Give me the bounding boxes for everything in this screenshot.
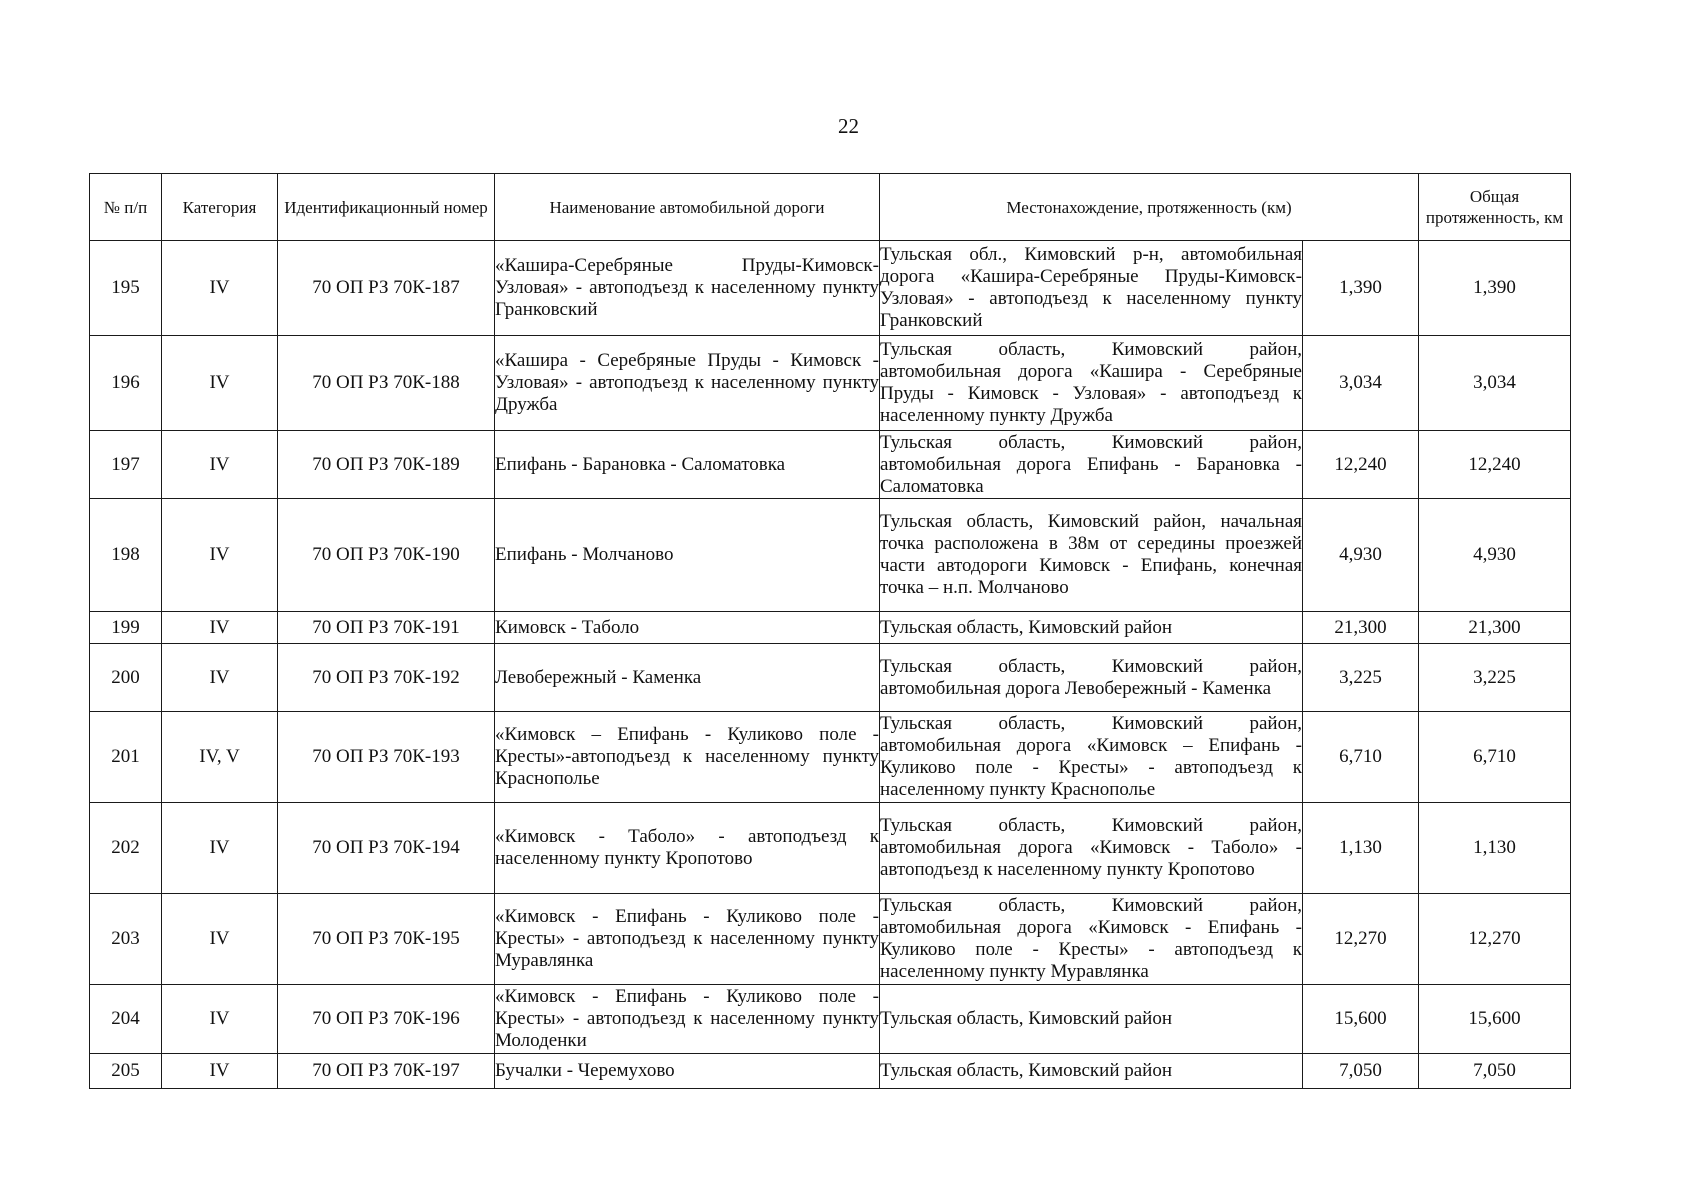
row-num: 198: [90, 499, 162, 612]
row-total: 12,270: [1419, 894, 1571, 985]
row-location: Тульская область, Кимовский район: [880, 612, 1303, 644]
row-total: 6,710: [1419, 712, 1571, 803]
row-location: Тульская обл., Кимовский р-н, автомобильная дорога «Кашира-Серебряные Пруды-Кимовск-Узловая» - автоподъезд к населенному пункту Гранковский: [880, 241, 1303, 336]
table-row: [90, 894, 1571, 985]
row-length: 12,240: [1303, 431, 1419, 499]
row-id: 70 ОП РЗ 70К-196: [278, 985, 495, 1054]
row-total: 12,240: [1419, 431, 1571, 499]
row-id: 70 ОП РЗ 70К-188: [278, 336, 495, 431]
row-category: IV: [162, 1054, 278, 1089]
row-location: Тульская область, Кимовский район, автомобильная дорога Левобережный - Каменка: [880, 644, 1303, 712]
row-category: IV: [162, 499, 278, 612]
row-length: 12,270: [1303, 894, 1419, 985]
row-total: 3,034: [1419, 336, 1571, 431]
row-location: Тульская область, Кимовский район, автомобильная дорога Епифань - Барановка - Саломатовка: [880, 431, 1302, 497]
header-id: Идентификационный номер: [278, 174, 495, 241]
table-row: [90, 241, 1571, 336]
row-num: 205: [90, 1054, 162, 1089]
row-name: «Кимовск – Епифань - Куликово поле - Кресты»-автоподъезд к населенному пункту Краснополье: [495, 712, 880, 803]
row-num: 204: [90, 985, 162, 1054]
row-category: IV: [162, 241, 278, 336]
row-location: Тульская область, Кимовский район, автомобильная дорога «Кимовск - Епифань - Куликово поле - Кресты» - автоподъезд к населенному пункту Муравлянка: [880, 894, 1303, 985]
table-row: [90, 1054, 1571, 1089]
row-category: IV: [162, 803, 278, 894]
row-name: «Кимовск - Таболо» - автоподъезд к населенному пункту Кропотово: [495, 803, 880, 894]
row-name: Епифань - Молчаново: [495, 499, 880, 612]
row-name: Епифань - Барановка - Саломатовка: [495, 431, 880, 499]
row-length: 15,600: [1303, 985, 1419, 1054]
row-name: Кимовск - Таболо: [495, 612, 880, 644]
row-length: 7,050: [1303, 1054, 1419, 1089]
row-location: Тульская область, Кимовский район, автомобильная дорога «Кашира - Серебряные Пруды - Кимовск - Узловая» - автоподъезд к населенному пункту Дружба: [880, 336, 1303, 431]
row-total: 15,600: [1419, 985, 1571, 1054]
row-total: 3,225: [1419, 644, 1571, 712]
row-name: Левобережный - Каменка: [495, 644, 880, 712]
row-num: 201: [90, 712, 162, 803]
row-id: 70 ОП РЗ 70К-190: [278, 499, 495, 612]
row-length: 21,300: [1303, 612, 1419, 644]
row-name: «Кашира-Серебряные Пруды-Кимовск-Узловая» - автоподъезд к населенному пункту Гранковский: [495, 241, 880, 336]
table-header-row: [90, 174, 1571, 241]
row-length: 3,225: [1303, 644, 1419, 712]
table-row: [90, 803, 1571, 894]
roads-table: [89, 173, 1571, 1089]
row-location: Тульская область, Кимовский район, начальная точка расположена в 38м от середины проезжей части автодороги Кимовск - Епифань, конечная точка – н.п. Молчаново: [880, 499, 1303, 612]
header-category: Категория: [162, 174, 278, 241]
row-category: IV: [162, 336, 278, 431]
row-category: IV, V: [162, 712, 278, 803]
row-num: 202: [90, 803, 162, 894]
row-category: IV: [162, 644, 278, 712]
row-location: Тульская область, Кимовский район, автомобильная дорога «Кимовск - Таболо» - автоподъезд к населенному пункту Кропотово: [880, 803, 1303, 894]
row-length: 4,930: [1303, 499, 1419, 612]
row-num: 200: [90, 644, 162, 712]
row-location: Тульская область, Кимовский район: [880, 985, 1303, 1054]
row-location: Тульская область, Кимовский район, автомобильная дорога «Кимовск – Епифань - Куликово поле - Кресты» - автоподъезд к населенному пункту Краснополье: [880, 712, 1303, 803]
row-total: 7,050: [1419, 1054, 1571, 1089]
table-row: [90, 431, 1571, 499]
row-id: 70 ОП РЗ 70К-193: [278, 712, 495, 803]
row-num: 203: [90, 894, 162, 985]
table-row: [90, 712, 1571, 803]
row-length: 3,034: [1303, 336, 1419, 431]
row-name: «Кимовск - Епифань - Куликово поле - Кресты» - автоподъезд к населенному пункту Молоденки: [495, 985, 880, 1054]
row-num: 196: [90, 336, 162, 431]
row-location: Тульская область, Кимовский район: [880, 1054, 1303, 1089]
row-id: 70 ОП РЗ 70К-191: [278, 612, 495, 644]
row-category: IV: [162, 612, 278, 644]
row-num: 195: [90, 241, 162, 336]
row-length: 1,390: [1303, 241, 1419, 336]
table-row: [90, 612, 1571, 644]
table-row: [90, 336, 1571, 431]
row-name: «Кашира - Серебряные Пруды - Кимовск - Узловая» - автоподъезд к населенному пункту Дружба: [495, 336, 880, 431]
row-num: 197: [90, 431, 162, 499]
header-num: № п/п: [90, 174, 162, 241]
header-location: Местонахождение, протяженность (км): [880, 174, 1419, 241]
table-row: [90, 644, 1571, 712]
row-id: 70 ОП РЗ 70К-195: [278, 894, 495, 985]
row-name: «Кимовск - Епифань - Куликово поле - Кресты» - автоподъезд к населенному пункту Муравлянка: [495, 894, 880, 985]
page-number: 22: [838, 114, 859, 138]
row-num: 199: [90, 612, 162, 644]
row-category: IV: [162, 985, 278, 1054]
row-category: IV: [162, 431, 278, 499]
row-length: 1,130: [1303, 803, 1419, 894]
row-name: Бучалки - Черемухово: [495, 1054, 880, 1089]
header-total: Общая протяженность, км: [1419, 174, 1571, 241]
row-id: 70 ОП РЗ 70К-189: [278, 431, 495, 499]
row-id: 70 ОП РЗ 70К-187: [278, 241, 495, 336]
row-id: 70 ОП РЗ 70К-192: [278, 644, 495, 712]
table-row: [90, 499, 1571, 612]
table-row: [90, 985, 1571, 1054]
row-id: 70 ОП РЗ 70К-194: [278, 803, 495, 894]
row-category: IV: [162, 894, 278, 985]
row-id: 70 ОП РЗ 70К-197: [278, 1054, 495, 1089]
row-total: 1,130: [1419, 803, 1571, 894]
header-name: Наименование автомобильной дороги: [495, 174, 880, 241]
row-total: 1,390: [1419, 241, 1571, 336]
row-length: 6,710: [1303, 712, 1419, 803]
row-total: 21,300: [1419, 612, 1571, 644]
row-total: 4,930: [1419, 499, 1571, 612]
